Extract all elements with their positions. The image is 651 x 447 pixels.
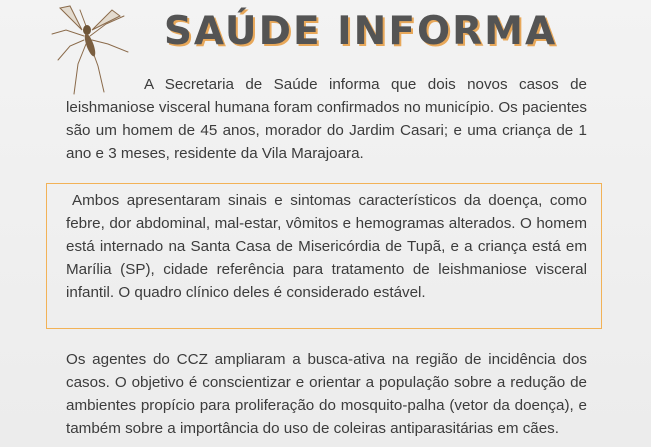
page-title: SAÚDE INFORMA bbox=[163, 9, 558, 54]
paragraph-symptoms: Ambos apresentaram sinais e sintomas característicos da doença, como febre, dor abdominal, mal-estar, vômitos e hemogramas alterados. O homem está internado na Santa Casa de Misericórdia de Tupã, e a criança está em Marília (SP), cidade referência para tratamento de leishmaniose visceral infantil. O quadro clínico deles é considerado estável. bbox=[66, 192, 587, 301]
paragraph-ccz: Os agentes do CCZ ampliaram a busca-ativa na região de incidência dos casos. O objetivo é conscientizar e orientar a população sobre a redução de ambientes propício para proliferação do mosquito-palha (vetor da doença), e também sobre a importância do uso de coleiras antiparasitárias em cães. bbox=[66, 351, 587, 437]
paragraph-intro: A Secretaria de Saúde informa que dois novos casos de leishmaniose visceral humana foram confirmados no município. Os pacientes são um homem de 45 anos, morador do Jardim Casari; e uma criança de 1 ano e 3 meses, residente da Vila Marajoara. bbox=[66, 76, 587, 162]
